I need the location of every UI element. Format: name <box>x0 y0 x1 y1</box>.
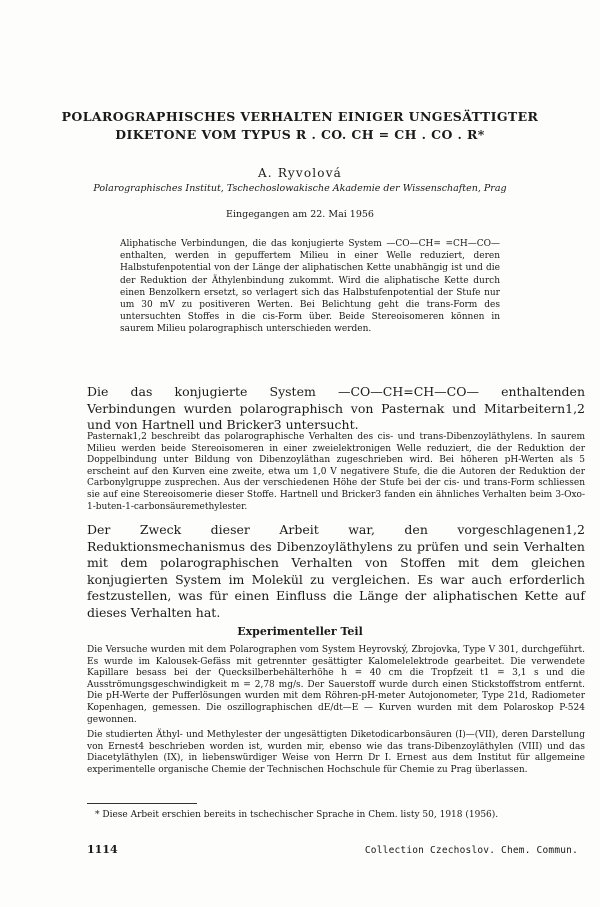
received-date: Eingegangen am 22. Mai 1956 <box>226 209 374 220</box>
journal-name: Collection Czechoslov. Chem. Commun. <box>364 845 578 856</box>
paper-title <box>60 108 540 144</box>
author-affiliation: Polarographisches Institut, Tschechoslowakische Akademie der Wissenschaften, Prag <box>93 183 507 194</box>
footnote-rule <box>87 803 197 804</box>
section-heading-experimental: Experimenteller Teil <box>237 625 363 638</box>
intro-paragraph-3: Der Zweck dieser Arbeit war, den vorgeschlagenen1,2 Reduktionsmechanismus des Dibenzoyläthylens zu prüfen und sein Verhalten mit dem polarographischen Verhalten von Stoffen mit dem gleichen konjugierten System im Molekül zu vergleichen. Es war auch erforderlich festzustellen, was für einen Einfluss die Länge der aliphatischen Kette auf dieses Verhalten hat. <box>87 522 585 620</box>
page-number: 1114 <box>87 843 118 856</box>
abstract: Aliphatische Verbindungen, die das konjugierte System —CO—CH= =CH—CO— enthalten, werden in gepuffertem Milieu in einer Welle reduziert, deren Halbstufenpotential von der Länge der aliphatischen Kette unabhängig ist und die der Reduktion der Äthylenbindung zukommt. Wird die aliphatische Kette durch einen Benzolkern ersetzt, so verlagert sich das Halbstufenpotential der Stufe nur um 30 mV zu positiveren Werten. Bei Belichtung geht die trans-Form des untersuchten Stoffes in die cis-Form über. Beide Stereoisomeren können in saurem Milieu polarographisch unterschieden werden. <box>120 239 500 335</box>
title-line-2: DIKETONE VOM TYPUS R . CO. CH = CH . CO . R* <box>115 127 485 142</box>
author-name: A. Ryvolová <box>257 166 343 180</box>
intro-paragraph-2: Pasternak1,2 beschreibt das polarographische Verhalten des cis- und trans-Dibenzoyläthylens. In saurem Milieu werden beide Stereoisomeren in einer zweielektronigen Welle reduziert, die der Reduktion der Doppelbindung unter Bildung von Dibenzoyläthan zugeschrieben wird. Bei höheren pH-Werten als 5 erscheint auf den Kurven eine zweite, etwa um 1,0 V negativere Stufe, die die Autoren der Reduktion der Carbonylgruppe zusprechen. Aus der verschiedenen Höhe der Stufe bei der cis- und trans-Form schliessen sie auf eine Stereoisomerie dieser Stoffe. Hartnell und Bricker3 fanden ein ähnliches Verhalten beim 3-Oxo-1-buten-1-carbonsäuremethylester. <box>87 432 585 512</box>
intro-paragraph-1: Die das konjugierte System —CO—CH=CH—CO— enthaltenden Verbindungen wurden polarographisch von Pasternak und Mitarbeitern1,2 und von Hartnell und Bricker3 untersucht. <box>87 384 585 432</box>
footnote: * Diese Arbeit erschien bereits in tschechischer Sprache in Chem. listy 50, 1918 (1956). <box>95 810 499 820</box>
title-line-1: POLAROGRAPHISCHES VERHALTEN EINIGER UNGESÄTTIGTER <box>61 109 539 124</box>
experimental-paragraph-1: Die Versuche wurden mit dem Polarographen vom System Heyrovský, Zbrojovka, Type V 301, durchgeführt. Es wurde im Kalousek-Gefäss mit getrennter gesättigter Kalomelelektrode gearbeitet. Die verwendete Kapillare besass bei der Quecksilberbehälterhöhe h = 40 cm die Tropfzeit t1 = 3,1 s und die Ausströmungsgeschwindigkeit m = 2,78 mg/s. Der Sauerstoff wurde durch einen Stickstoffstrom entfernt. Die pH-Werte der Pufferlösungen wurden mit dem Röhren-pH-meter Autojonometer, Type 21d, Radiometer Kopenhagen, gemessen. Die oszillographischen dE/dt—E — Kurven wurden mit dem Polaroskop P-524 gewonnen. <box>87 645 585 725</box>
experimental-paragraph-2: Die studierten Äthyl- und Methylester der ungesättigten Diketodicarbonsäuren (I)—(VII), deren Darstellung von Ernest4 beschrieben worden ist, wurden mir, ebenso wie das trans-Dibenzoyläthylen (VIII) und das Diacetyläthylen (IX), in liebenswürdiger Weise von Herrn Dr I. Ernest aus dem Institut für allgemeine experimentelle organische Chemie der Technischen Hochschule für Chemie zu Prag überlassen. <box>87 730 585 775</box>
